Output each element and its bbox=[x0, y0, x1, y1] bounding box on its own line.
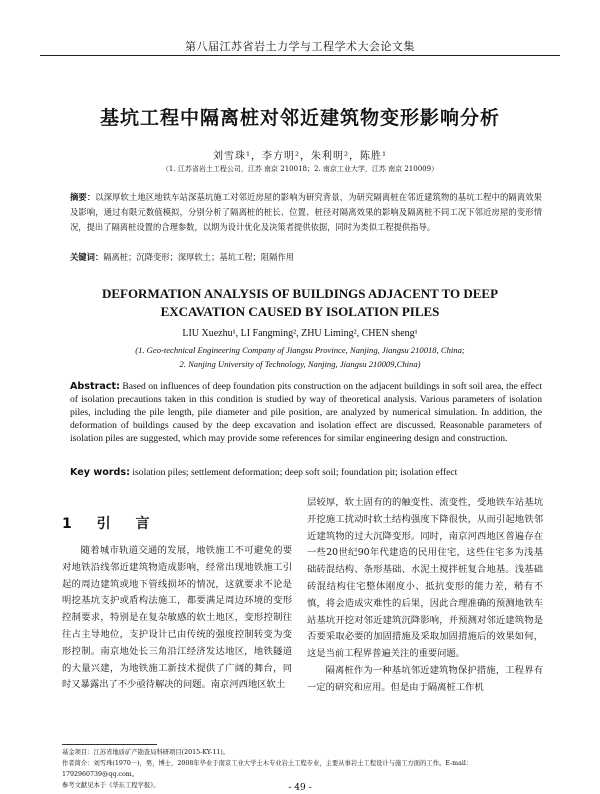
keywords-en-label: Key words: bbox=[70, 467, 130, 478]
section-number: 1 bbox=[62, 516, 82, 532]
keywords-cn bbox=[70, 251, 542, 263]
affiliation-en-line: 2. Nanjing University of Technology, Nanjing, Jiangsu 210009,China) bbox=[179, 359, 421, 369]
page-number: - 49 - bbox=[288, 783, 312, 793]
abstract-en-text: Based on influences of deep foundation pits construction on the adjacent buildings in soft soil area, the effect of isolation precautions taken in this condition is studied by way of theoretical analysis. Various parameters of isolation piles, including the pile length, pile diameter and pile position, are analyzed by numerical simulation. In addition, the deformation of buildings caused by the deep excavation and isolation effect are discussed. Reasonable parameters of isolation piles are suggested, which may provide some references for similar engineering design and construction. bbox=[70, 381, 542, 444]
body-column-right bbox=[307, 495, 543, 697]
footnote-rule bbox=[62, 744, 157, 745]
abstract-en-label: Abstract: bbox=[70, 381, 120, 392]
abstract-cn bbox=[70, 190, 542, 235]
keywords-en-text: isolation piles; settlement deformation; deep soft soil; foundation pit; isolation effect bbox=[129, 467, 458, 478]
body-column-left: 随着城市轨道交通的发展，地铁施工不可避免的要对地铁沿线邻近建筑物造成影响，经常出现地铁施工引起的周边建筑或地下管线损坏的情况，这就要求不论是明挖基坑支护或盾构法施工，都要满足周边环境的变形控制要求，特别是在复杂敏感的软土地区，变形控制往往占主导地位，支护设计已由传统的强度控制转变为变形控制。南京地处长三角沿江经济发达地区，地铁隧道的大量兴建，为地铁施工新技术提供了广阔的舞台，同时又暴露出了不少亟待解决的问题。南京河西地区软土 bbox=[62, 545, 292, 691]
section-title: 引 言 bbox=[96, 516, 160, 532]
keywords-en bbox=[70, 467, 542, 478]
abstract-en bbox=[70, 380, 542, 445]
header-rule bbox=[40, 55, 560, 56]
abstract-cn-label: 摘要： bbox=[70, 192, 96, 202]
body-paragraph: 层较厚，软土固有的的触变性、流变性，受地铁车站基坑开挖施工扰动时软土结构强度下降很快，从而引起地铁邻近建筑物的过大沉降变形。同时，南京河西地区普遍存在一些20世纪90年代建造的民用住宅，这些住宅多为浅基础砖混结构、条形基础、水泥土搅拌桩复合地基。浅基础砖混结构住宅整体刚度小、抵抗变形的能力差，稍有不慎，将会造成灾难性的后果，因此合理准确的预测地铁车站基坑开挖对邻近建筑沉降影响，并预测对邻近建筑物是否要采取必要的加固措施及采取加固措施后的效果如何，这是当前工程界普遍关注的重要问题。 bbox=[307, 497, 543, 660]
footnote-reference: 参考文献见本于《华东工程学报》。 bbox=[62, 782, 160, 789]
footnote-author-bio: 作者简介：刘雪珠(1970－)，男，博士，2008年毕业于南京工业大学土木专业岩土工程专业，主要从事岩土工程设计与施工方面的工作。E-mail：1792960739@qq.com。 bbox=[62, 760, 473, 778]
paper-title-en: DEFORMATION ANALYSIS OF BUILDINGS ADJACENT TO DEEP EXCAVATION CAUSED BY ISOLATION PILES bbox=[101, 286, 499, 319]
body-paragraph: 隔离桩作为一种基坑邻近建筑物保护措施，工程界有一定的研究和应用。但是由于隔离桩工作机 bbox=[307, 664, 543, 693]
abstract-cn-text: 以深厚软土地区地铁车站深基坑施工对邻近房屋的影响为研究背景，为研究隔离桩在邻近建筑物的基坑工程中的隔离效果及影响，通过有限元数值模拟，分别分析了隔离桩的桩长、位置、桩径对隔离效果的影响及隔离桩不同工况下邻近房屋的变形情况，提出了隔离桩设置的合理参数，以期为设计优化及决策者提供依据，同时为类似工程提供指导。 bbox=[70, 192, 542, 232]
affiliations-en bbox=[60, 343, 540, 371]
footnote-funding: 基金项目：江苏省地质矿产勘查局科研项目(2015-KY-11)。 bbox=[62, 749, 230, 756]
paper-title-cn: 基坑工程中隔离桩对邻近建筑物变形影响分析 bbox=[99, 107, 500, 129]
affiliation-en-line: (1. Geo-technical Engineering Company of Jiangsu Province, Nanjing, Jiangsu 210018, China; bbox=[135, 345, 465, 355]
keywords-cn-text: 隔离桩；沉降变形；深厚软土；基坑工程；阻隔作用 bbox=[103, 252, 295, 262]
affiliations-cn: （1. 江苏省岩土工程公司，江苏 南京 210018；2. 南京工业大学，江苏 南京 210009） bbox=[161, 165, 439, 173]
running-header: 第八届江苏省岩土力学与工程学术大会论文集 bbox=[185, 40, 415, 53]
authors-en: LIU Xuezhu¹, LI Fangming², ZHU Liming², CHEN sheng¹ bbox=[182, 328, 418, 339]
section-heading bbox=[62, 513, 160, 533]
keywords-cn-label: 关键词： bbox=[70, 252, 104, 262]
authors-cn: 刘雪珠¹，李方明²，朱利明²，陈胜¹ bbox=[212, 151, 388, 162]
